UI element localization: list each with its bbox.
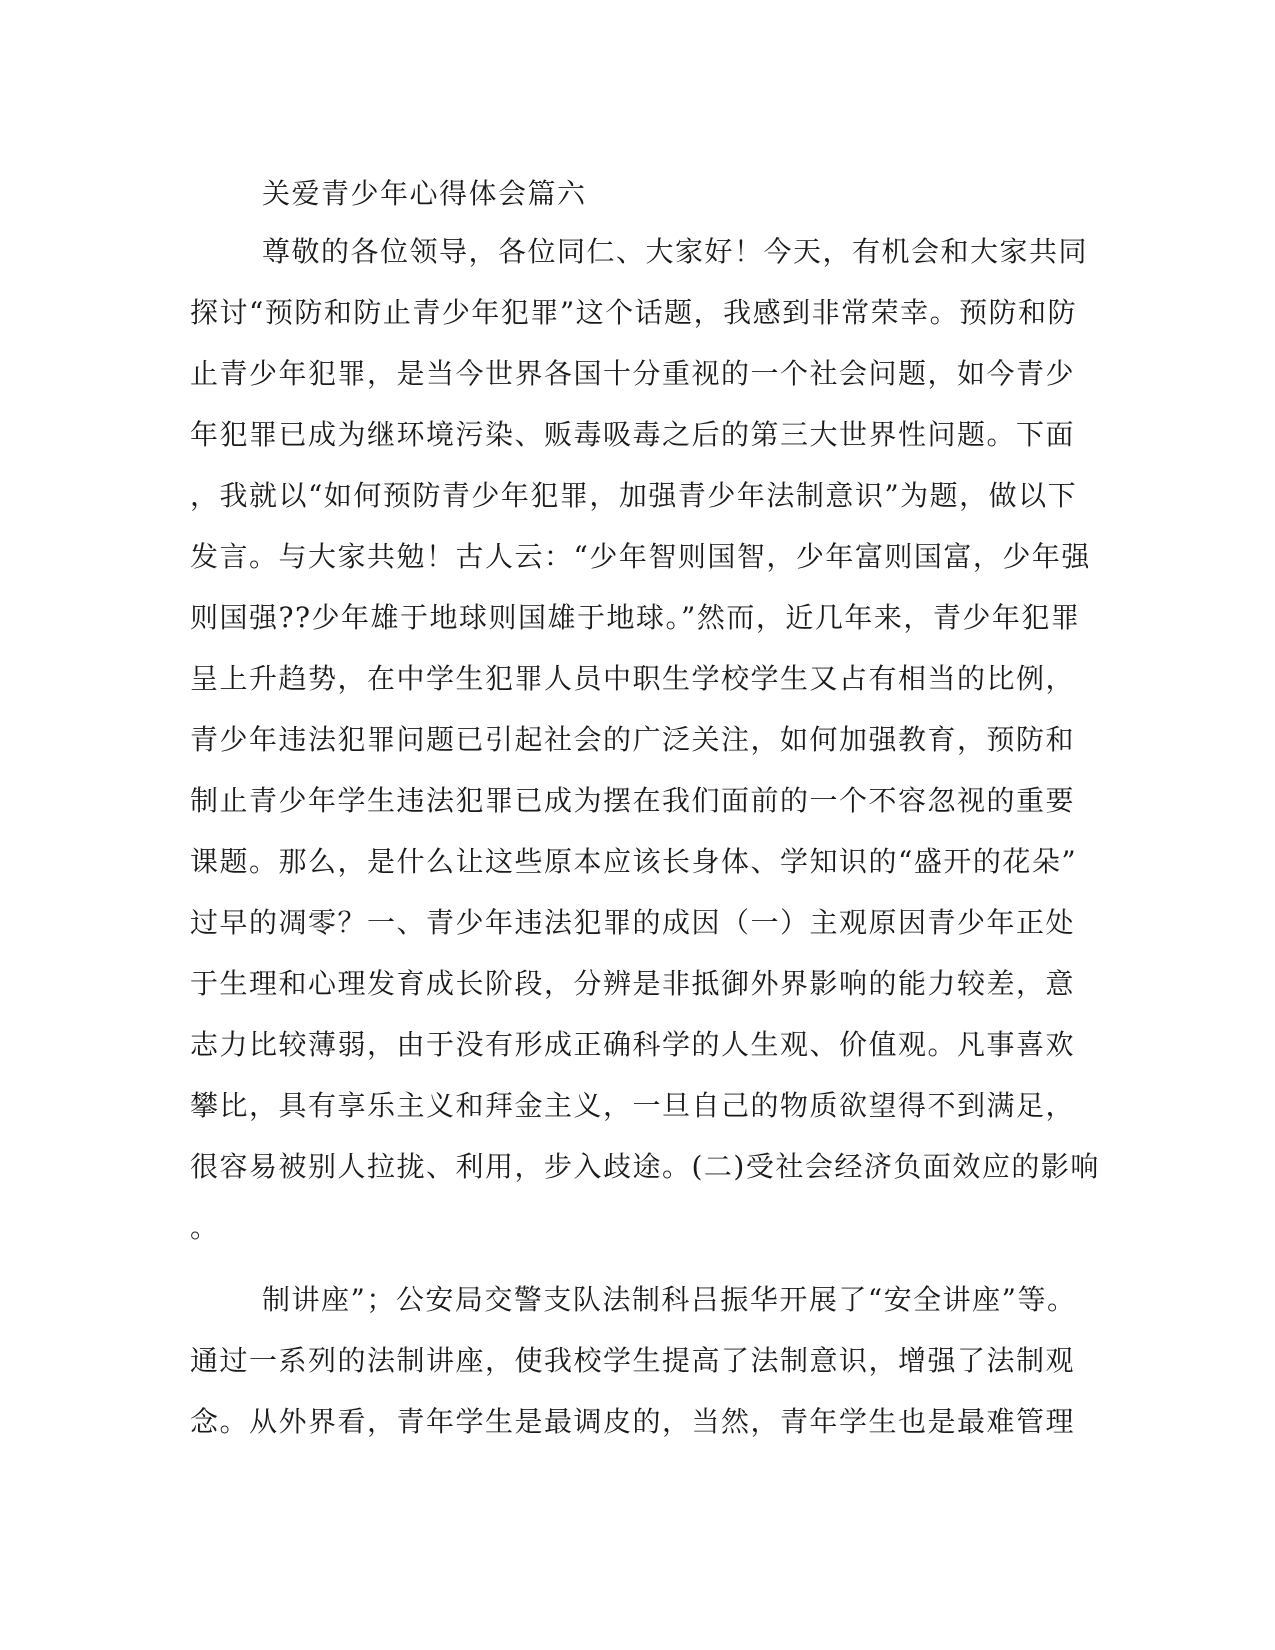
paragraph-line: 念。从外界看，青年学生是最调皮的，当然，青年学生也是最难管理	[190, 1405, 1076, 1438]
paragraph-line: 很容易被别人拉拢、利用，步入歧途。(二)受社会经济负面效应的影响	[190, 1150, 1100, 1183]
paragraph-line: 通过一系列的法制讲座，使我校学生提高了法制意识，增强了法制观	[190, 1344, 1076, 1377]
paragraph-line: 止青少年犯罪，是当今世界各国十分重视的一个社会问题，如今青少	[190, 357, 1076, 390]
paragraph-line: ，我就以“如何预防青少年犯罪，加强青少年法制意识”为题，做以下	[190, 479, 1078, 512]
document-title: 关爱青少年心得体会篇六	[262, 177, 587, 210]
paragraph-2	[190, 1269, 1080, 1452]
paragraph-line: 于生理和心理发育成长阶段，分辨是非抵御外界影响的能力较差，意	[190, 967, 1076, 1000]
paragraph-line: 尊敬的各位领导，各位同仁、大家好！今天，有机会和大家共同	[262, 235, 1089, 268]
paragraph-line: 则国强??少年雄于地球则国雄于地球。”然而，近几年来，青少年犯罪	[190, 601, 1081, 634]
paragraph-line: 课题。那么，是什么让这些原本应该长身体、学知识的“盛开的花朵”	[190, 845, 1078, 878]
paragraph-line: 。	[190, 1211, 220, 1244]
paragraph-line: 呈上升趋势，在中学生犯罪人员中职生学校学生又占有相当的比例，	[190, 662, 1076, 695]
paragraph-line: 年犯罪已成为继环境污染、贩毒吸毒之后的第三大世界性问题。下面	[190, 418, 1076, 451]
paragraph-line: 志力比较薄弱，由于没有形成正确科学的人生观、价值观。凡事喜欢	[190, 1028, 1076, 1061]
paragraph-1	[190, 221, 1100, 1258]
paragraph-line: 制讲座”；公安局交警支队法制科吕振华开展了“安全讲座”等。	[262, 1283, 1077, 1316]
paragraph-line: 过早的凋零？一、青少年违法犯罪的成因（一）主观原因青少年正处	[190, 906, 1076, 939]
paragraph-line: 探讨“预防和防止青少年犯罪”这个话题，我感到非常荣幸。预防和防	[190, 296, 1078, 329]
paragraph-line: 青少年违法犯罪问题已引起社会的广泛关注，如何加强教育，预防和	[190, 723, 1076, 756]
paragraph-line: 发言。与大家共勉！古人云：“少年智则国智，少年富则国富，少年强	[190, 540, 1091, 573]
paragraph-line: 攀比，具有享乐主义和拜金主义，一旦自己的物质欲望得不到满足，	[190, 1089, 1076, 1122]
paragraph-line: 制止青少年学生违法犯罪已成为摆在我们面前的一个不容忽视的重要	[190, 784, 1076, 817]
